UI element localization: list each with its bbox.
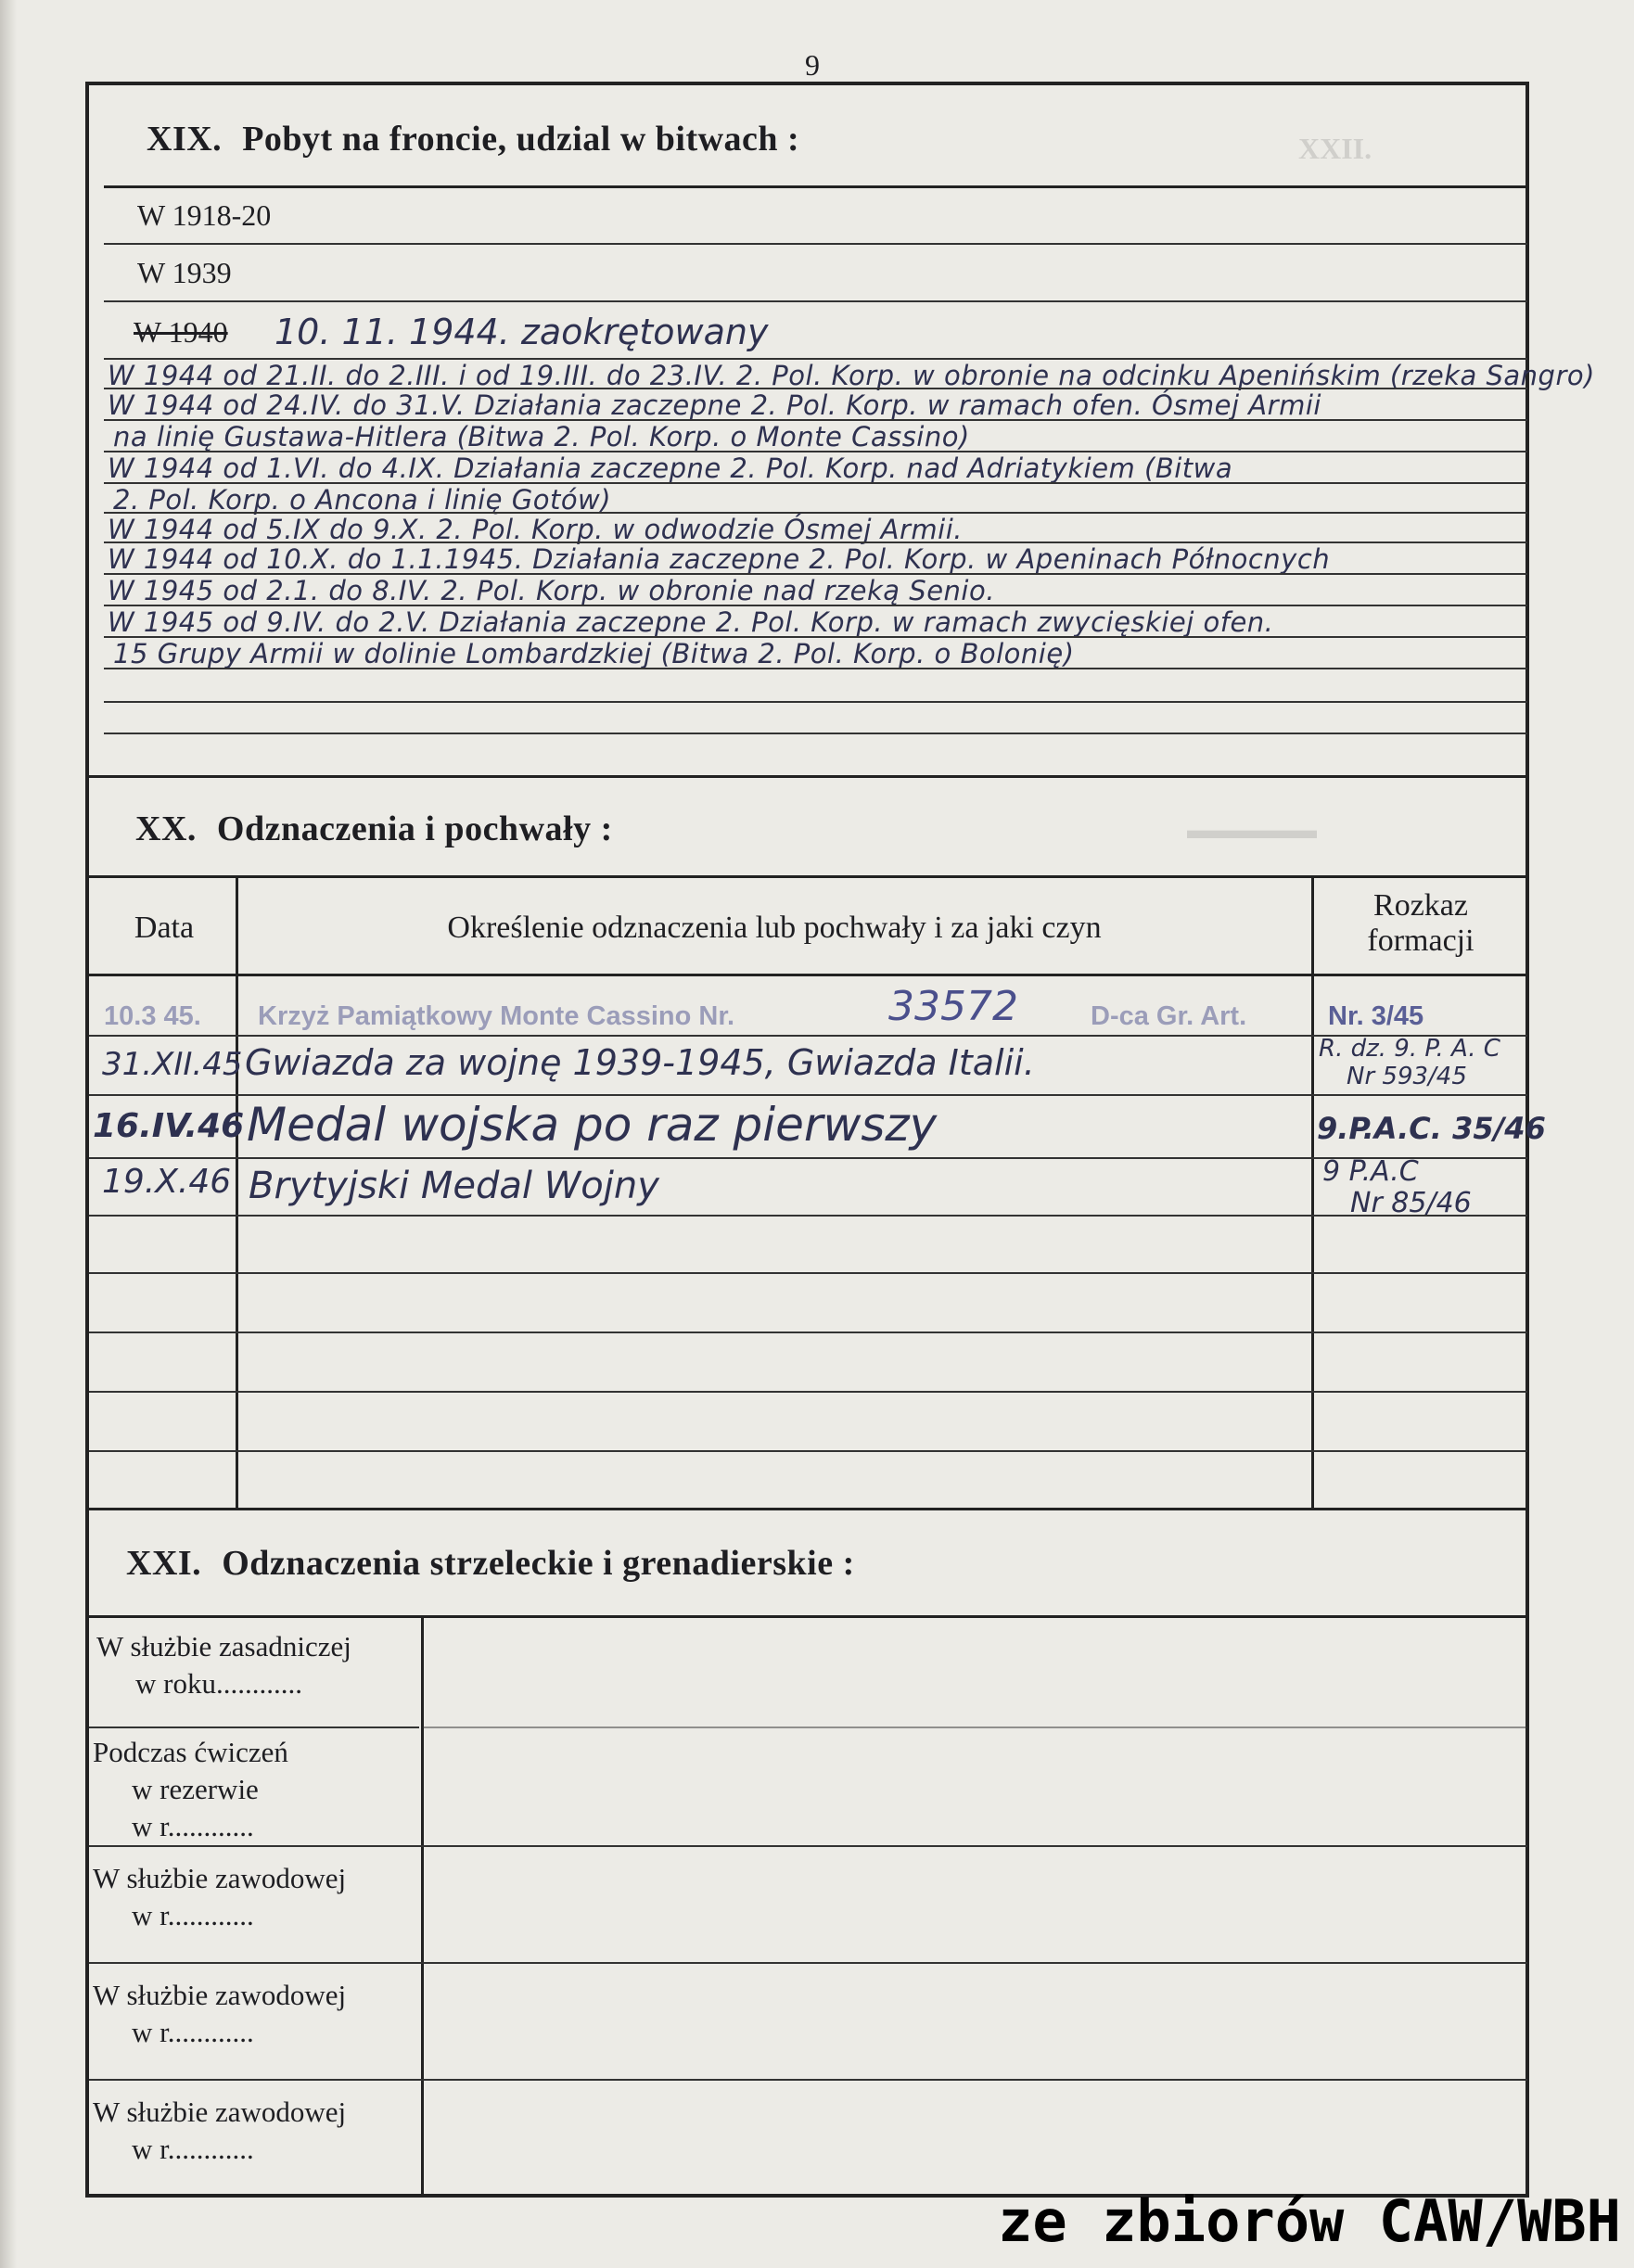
award-order: 9 P.A.C xyxy=(1322,1155,1419,1188)
rule xyxy=(89,2079,1527,2081)
rule xyxy=(89,1272,1527,1274)
column-divider xyxy=(421,1615,424,2196)
column-divider xyxy=(1311,875,1314,1510)
award-commander-stamp: D-ca Gr. Art. xyxy=(1091,1001,1247,1031)
rule xyxy=(104,668,1527,669)
section-title-text: Odznaczenia strzeleckie i grenadierskie : xyxy=(222,1544,855,1583)
award-number-handwritten: 33572 xyxy=(888,983,1018,1030)
page-edge-shadow xyxy=(0,0,17,2268)
row-label-line: w rezerwie xyxy=(132,1773,259,1805)
award-description: Gwiazda za wojnę 1939-1945, Gwiazda Italii. xyxy=(245,1042,1035,1083)
rule xyxy=(89,1035,1527,1037)
award-order-stamp: Nr. 3/45 xyxy=(1328,1001,1424,1031)
award-order: R. dz. 9. P. A. C xyxy=(1319,1035,1500,1063)
section-divider xyxy=(89,1508,1527,1510)
rule xyxy=(89,1726,419,1728)
column-header-description: Określenie odznaczenia lub pochwały i za jaki czyn xyxy=(447,911,1102,945)
column-header-order-line: Rozkaz xyxy=(1373,888,1468,923)
shooting-badge-row-label xyxy=(93,1977,417,2051)
handwritten-entry: 10. 11. 1944. zaokrętowany xyxy=(274,312,769,352)
award-date: 31.XII.45 xyxy=(102,1046,243,1083)
bleed-through-mark: ▬▬▬▬▬ xyxy=(1187,816,1317,845)
battle-line: 15 Grupy Armii w dolinie Lombardzkiej (Bitwa 2. Pol. Korp. o Bolonię) xyxy=(113,638,1075,669)
award-date-stamp: 10.3 45. xyxy=(104,1001,201,1031)
column-header-order-line: formacji xyxy=(1367,924,1474,958)
section-title-text: Odznaczenia i pochwały : xyxy=(216,809,613,848)
section-title-text: Pobyt na froncie, udzial w bitwach : xyxy=(242,120,800,159)
row-label-line: w r............ xyxy=(132,1899,254,1931)
award-description-stamp: Krzyż Pamiątkowy Monte Cassino Nr. xyxy=(258,1001,735,1031)
section-19-title xyxy=(147,119,799,159)
shooting-badge-row-label xyxy=(93,1860,417,1934)
award-date: 19.X.46 xyxy=(102,1163,232,1201)
row-label-line: w r............ xyxy=(132,2016,254,2048)
rule xyxy=(104,733,1527,734)
award-description: Medal wojska po raz pierwszy xyxy=(247,1098,938,1152)
battle-line: W 1944 od 1.VI. do 4.IX. Działania zaczepne 2. Pol. Korp. nad Adriatykiem (Bitwa xyxy=(108,452,1233,484)
row-label-line: W służbie zasadniczej xyxy=(96,1630,351,1663)
battle-line: W 1944 od 10.X. do 1.1.1945. Działania zaczepne 2. Pol. Korp. w Apeninach Północnych xyxy=(108,543,1331,575)
award-order: Nr 593/45 xyxy=(1347,1063,1467,1090)
rule xyxy=(89,1157,1527,1159)
battle-line: W 1945 od 9.IV. do 2.V. Działania zaczepne 2. Pol. Korp. w ramach zwycięskiej ofen. xyxy=(108,606,1274,638)
rule xyxy=(104,701,1527,703)
row-label-line: Podczas ćwiczeń xyxy=(93,1736,288,1768)
year-row-label: W 1939 xyxy=(137,256,232,289)
battle-line: na linię Gustawa-Hitlera (Bitwa 2. Pol. Korp. o Monte Cassino) xyxy=(113,421,970,452)
battle-line: W 1944 od 5.IX do 9.X. 2. Pol. Korp. w odwodzie Ósmej Armii. xyxy=(108,514,963,545)
section-20-title xyxy=(135,809,613,849)
rule xyxy=(89,1450,1527,1452)
rule xyxy=(89,1094,1527,1096)
row-label-line: w r............ xyxy=(132,2133,254,2165)
rule xyxy=(89,1331,1527,1333)
row-label-line: W służbie zawodowej xyxy=(93,2096,347,2128)
column-header-order xyxy=(1315,888,1526,959)
rule xyxy=(89,1215,1527,1217)
rule xyxy=(104,185,1527,188)
table-header-rule xyxy=(89,974,1527,976)
rule xyxy=(89,1962,1527,1964)
rule xyxy=(423,1726,1527,1728)
award-date: 16.IV.46 xyxy=(93,1107,245,1145)
page-number: 9 xyxy=(805,48,820,82)
battle-line: W 1944 od 24.IV. do 31.V. Działania zaczepne 2. Pol. Korp. w ramach ofen. Ósmej Armii xyxy=(108,389,1321,421)
row-label-line: W służbie zawodowej xyxy=(93,1862,347,1894)
shooting-badge-row-label xyxy=(93,2094,417,2168)
row-label-line: W służbie zawodowej xyxy=(93,1979,347,2011)
bleed-through-mark: XXII. xyxy=(1298,132,1372,165)
battle-line: W 1945 od 2.1. do 8.IV. 2. Pol. Korp. w obronie nad rzeką Senio. xyxy=(108,575,995,606)
column-divider xyxy=(236,875,238,1510)
award-order: Nr 85/46 xyxy=(1350,1187,1472,1219)
section-number: XX. xyxy=(135,809,197,848)
section-divider xyxy=(89,775,1527,778)
award-description: Brytyjski Medal Wojny xyxy=(249,1165,659,1207)
year-row-label: W 1918-20 xyxy=(137,198,272,232)
section-number: XXI. xyxy=(126,1544,202,1583)
rule xyxy=(89,1391,1527,1393)
archive-watermark: ze zbiorów CAW/WBH xyxy=(998,2187,1621,2255)
shooting-badge-row-label xyxy=(96,1628,417,1702)
rule xyxy=(104,243,1527,245)
year-row-label-struck: W 1940 xyxy=(134,315,228,349)
row-label-line: w r............ xyxy=(132,1810,254,1842)
battle-line: W 1944 od 21.II. do 2.III. i od 19.III. do 23.IV. 2. Pol. Korp. w obronie na odcinku Apenińskim (rzeka Sangro) xyxy=(108,360,1595,391)
award-order: 9.P.A.C. 35/46 xyxy=(1317,1111,1546,1146)
rule xyxy=(104,300,1527,302)
battle-line: 2. Pol. Korp. o Ancona i linię Gotów) xyxy=(113,484,612,516)
table-top-rule xyxy=(89,1615,1527,1618)
section-number: XIX. xyxy=(147,120,223,159)
section-21-title xyxy=(126,1543,855,1584)
row-label-line: w roku............ xyxy=(135,1667,302,1700)
shooting-badge-row-label xyxy=(93,1734,417,1845)
rule xyxy=(89,1845,1527,1847)
column-header-date: Data xyxy=(134,911,195,945)
